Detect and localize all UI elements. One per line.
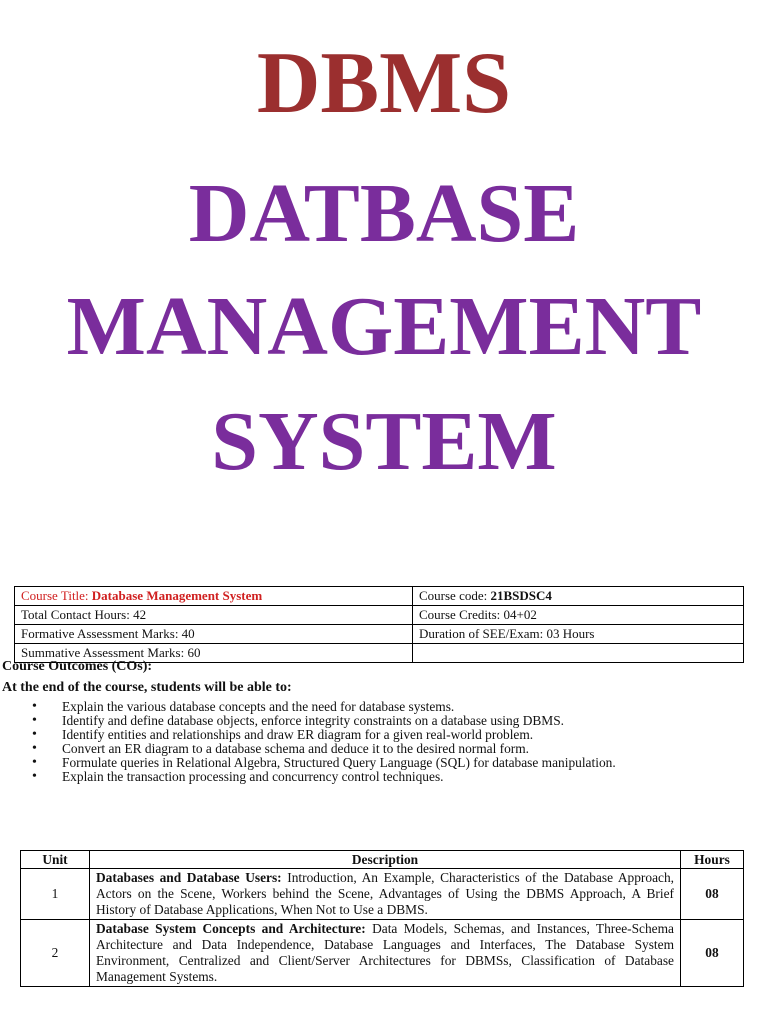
- empty-cell: [413, 644, 744, 663]
- units-header-row: [21, 851, 744, 869]
- course-title-value: Database Management System: [91, 588, 263, 603]
- unit-hours: 08: [681, 920, 744, 987]
- outcomes-heading: Course Outcomes (COs):: [2, 659, 153, 674]
- table-row: [21, 869, 744, 920]
- unit-title: Databases and Database Users:: [96, 870, 288, 885]
- summative-marks-cell: Summative Assessment Marks: 60: [15, 644, 413, 663]
- unit-number: 2: [21, 920, 90, 987]
- course-code-label: Course code:: [419, 588, 491, 603]
- outcome-item: • Identify and define database objects, enforce integrity constraints on a database using DBMS.: [32, 714, 726, 728]
- course-info-row: [15, 587, 744, 606]
- course-title-cell: [15, 587, 413, 606]
- course-title-label: Course Title:: [21, 588, 92, 603]
- course-info-row: [15, 606, 744, 625]
- unit-title: Database System Concepts and Architecture:: [96, 921, 373, 936]
- unit-description: [90, 869, 681, 920]
- outcome-item: • Explain the various database concepts and the need for database systems.: [32, 700, 726, 714]
- cover-abbr: DBMS: [256, 35, 512, 132]
- course-info-table: [14, 586, 744, 663]
- contact-hours-cell: Total Contact Hours: 42: [15, 606, 413, 625]
- table-row: [21, 920, 744, 987]
- outcome-item: • Convert an ER diagram to a database schema and deduce it to the desired normal form.: [32, 742, 726, 756]
- unit-number: 1: [21, 869, 90, 920]
- unit-column-header: Unit: [21, 851, 90, 869]
- unit-hours: 08: [681, 869, 744, 920]
- units-table: [20, 850, 744, 987]
- credits-cell: Course Credits: 04+02: [413, 606, 744, 625]
- cover-title-line-3: SYSTEM: [211, 395, 557, 488]
- course-code-value: 21BSDSC4: [490, 588, 552, 603]
- outcomes-intro: At the end of the course, students will be able to:: [2, 680, 292, 695]
- outcome-item: • Identify entities and relationships and draw ER diagram for a given real-world problem.: [32, 728, 726, 742]
- cover-title-line-2: MANAGEMENT: [66, 280, 702, 373]
- description-column-header: Description: [90, 851, 681, 869]
- unit-text: Data Models, Schemas, and Instances, Three-Schema Architecture and Data Independence, Database Languages and Interfaces, The Database System Environment, Centralized and Client/Server Architectures for DBMSs, Classification of Database Management Systems.: [96, 921, 674, 984]
- unit-text: Introduction, An Example, Characteristics of the Database Approach, Actors on the Scene, Workers behind the Scene, Advantages of Using the DBMS Approach, A Brief History of Database Applications, When Not to Use a DBMS.: [96, 870, 675, 917]
- outcomes-list: [32, 700, 726, 784]
- unit-description: [90, 920, 681, 987]
- hours-column-header: Hours: [681, 851, 744, 869]
- course-code-cell: [413, 587, 744, 606]
- outcome-item: • Formulate queries in Relational Algebra, Structured Query Language (SQL) for database manipulation.: [32, 756, 726, 770]
- outcome-item: • Explain the transaction processing and concurrency control techniques.: [32, 770, 726, 784]
- cover-title-line-1: DATBASE: [188, 167, 580, 260]
- duration-cell: Duration of SEE/Exam: 03 Hours: [413, 625, 744, 644]
- formative-marks-cell: Formative Assessment Marks: 40: [15, 625, 413, 644]
- course-info-row: [15, 625, 744, 644]
